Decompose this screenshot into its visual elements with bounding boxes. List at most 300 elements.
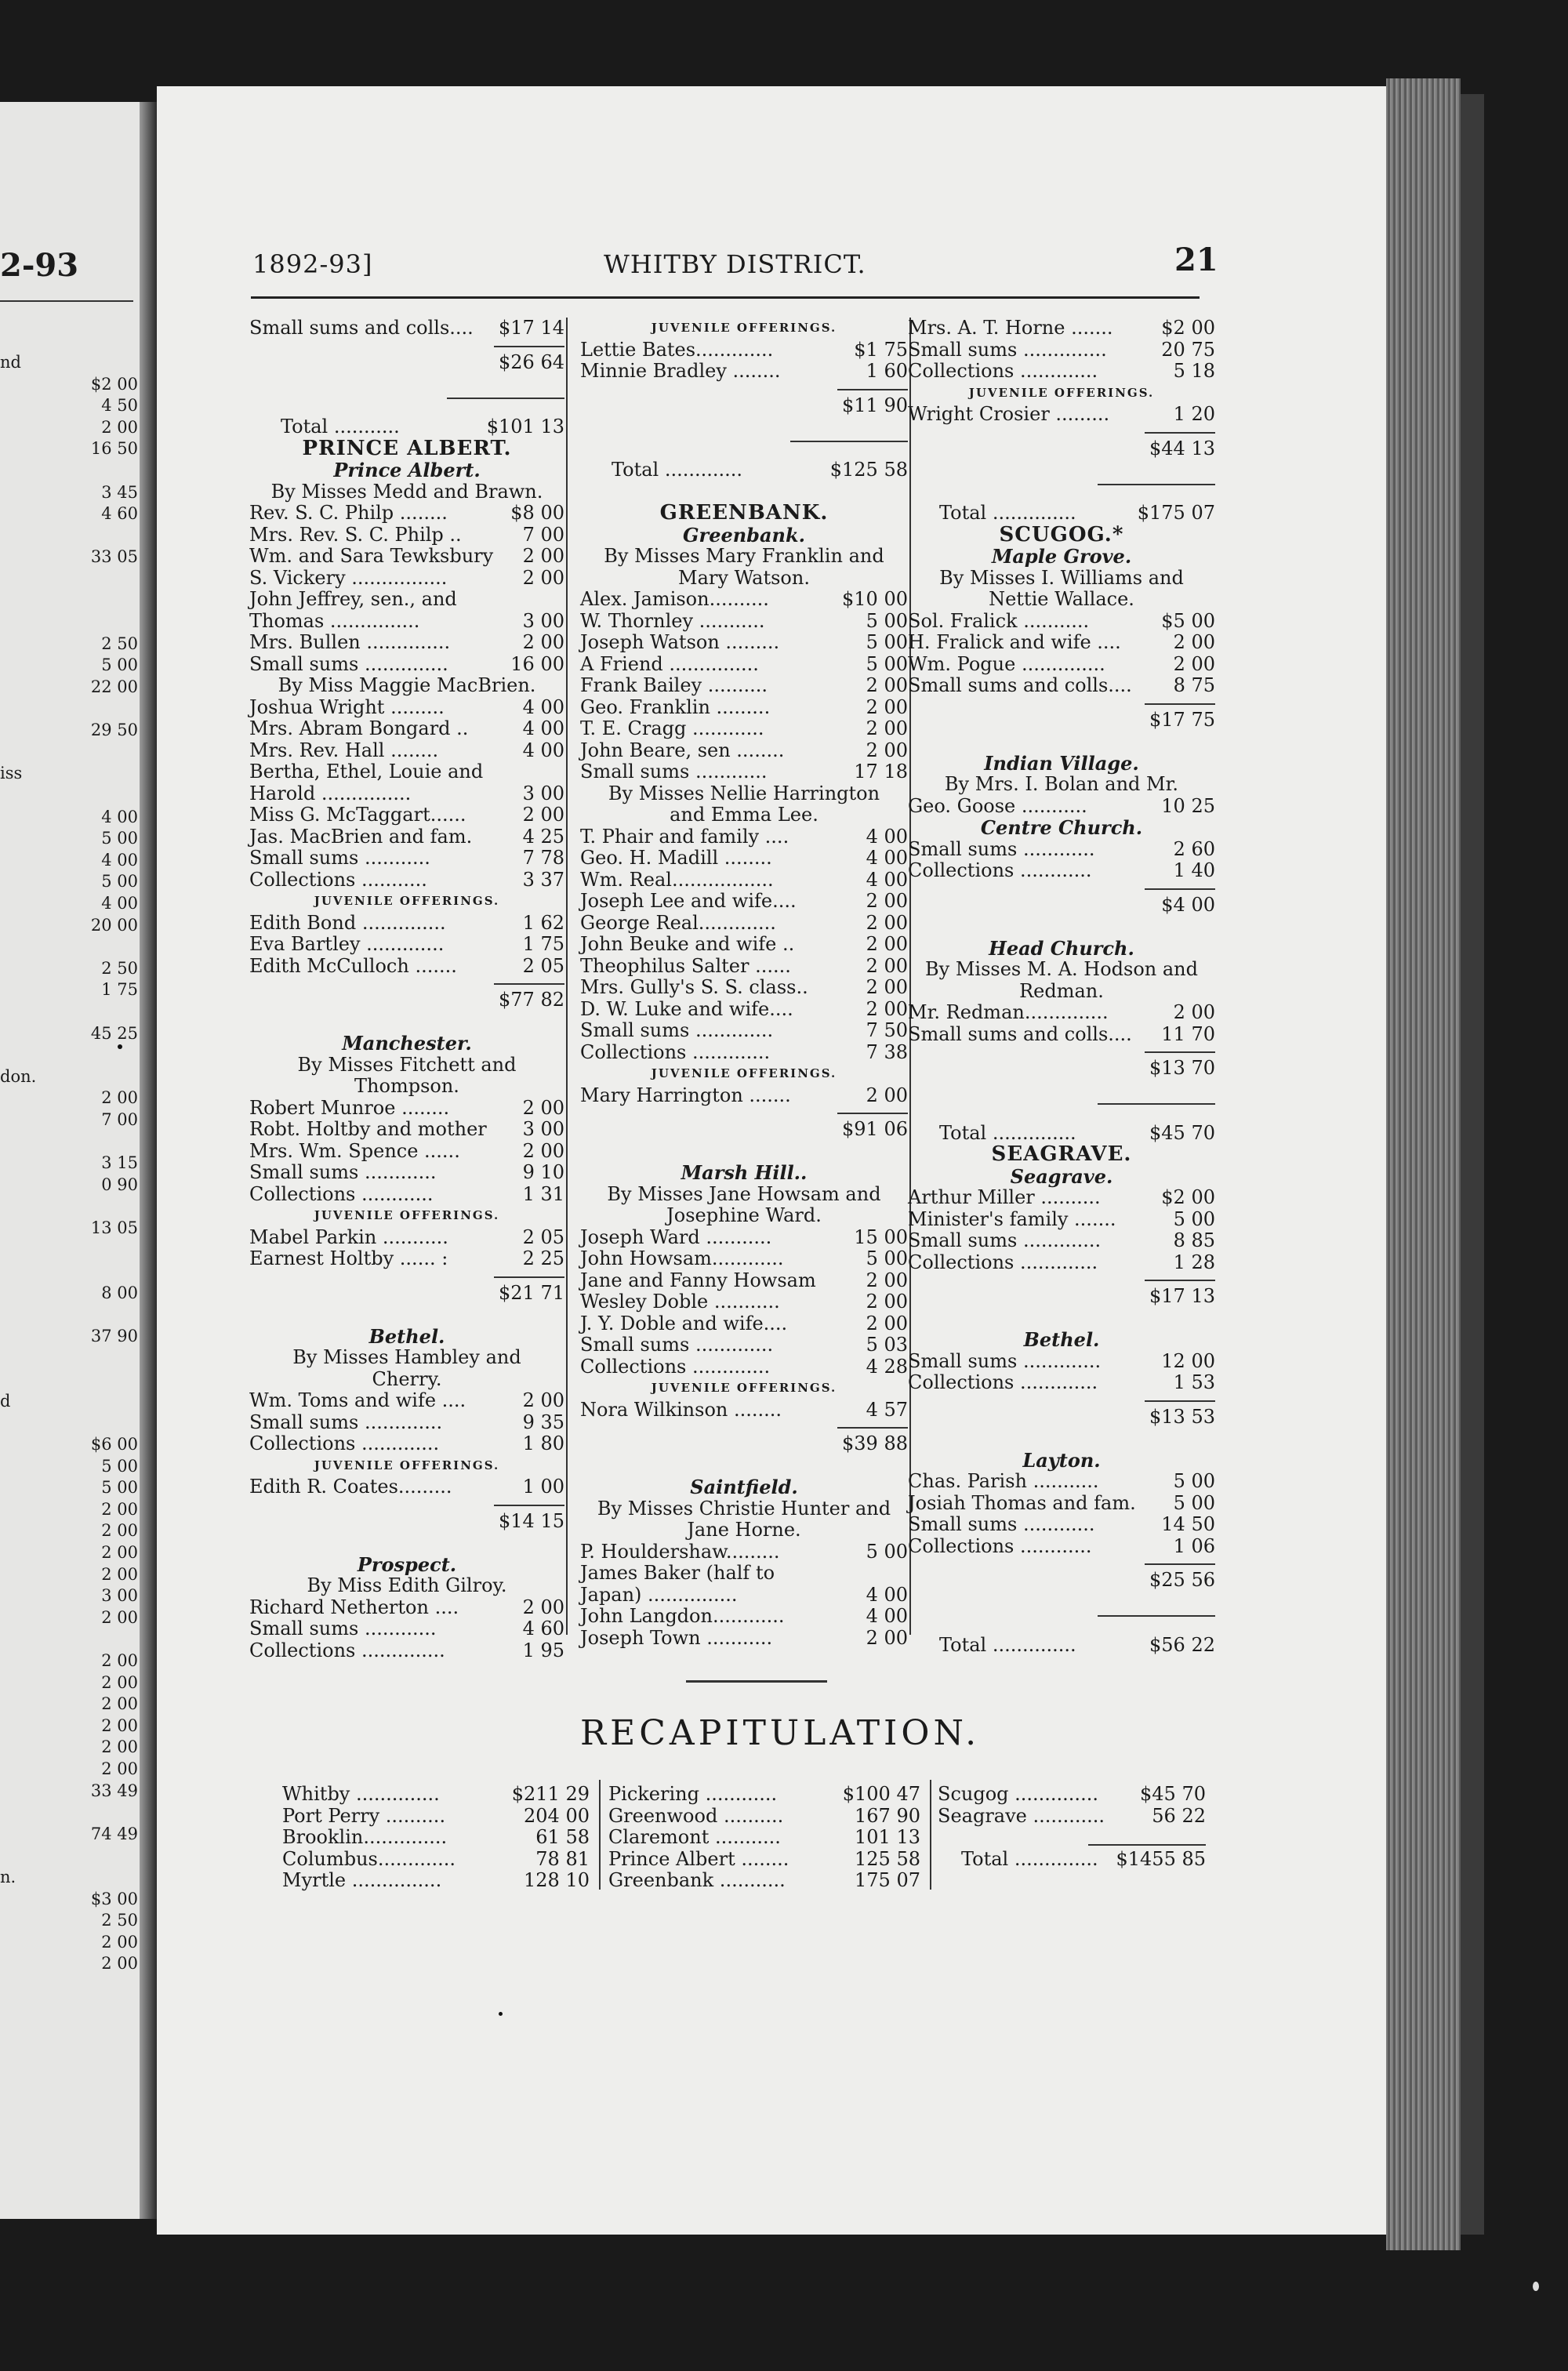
left-page-fragment-amount: 4 60 [101,504,138,524]
total-rule [1098,1103,1215,1105]
ledger-row [580,1085,908,1107]
left-page-fragment-amount: 2 00 [101,1737,138,1757]
ledger-row [249,1597,564,1619]
ledger-row [580,395,908,417]
entry-amount: 2 00 [866,997,908,1020]
entry-amount: 5 00 [1173,1491,1215,1514]
ledger-row [580,654,908,676]
ledger-row [249,1640,564,1662]
total-row [908,1123,1215,1145]
total-rule [1098,484,1215,485]
recap-label: Scugog .............. [938,1783,1098,1805]
total-rule-wrap [580,438,908,460]
entry-label: Small sums ............ [249,1618,437,1639]
left-page-fragment-amount: 2 00 [101,1499,138,1519]
ledger-row [249,783,564,805]
entry-label: Mrs. Rev. Hall ........ [249,739,439,761]
left-page-fragment-amount: 22 00 [90,677,138,696]
ledger-column-2 [580,318,908,1649]
entry-amount: $13 70 [1149,1057,1215,1079]
book-cover-edge [1461,94,1484,2235]
entry-amount: $10 00 [842,588,908,610]
ledger-row [249,632,564,654]
entry-amount: $56 22 [1149,1633,1215,1656]
collectors-line: By Miss Edith Gilroy. [307,1574,507,1596]
ledger-row [908,318,1215,339]
entry-label: P. Houldershaw......... [580,1540,780,1563]
entry-amount: $14 15 [499,1509,564,1532]
entry-label: Thomas ............... [249,609,420,632]
entry-label: Total ............. [612,459,743,481]
left-page-fragment-amount: 45 25 [90,1023,138,1043]
entry-amount: 7 38 [866,1040,908,1063]
entry-amount: 2 00 [866,954,908,977]
entry-amount: 4 00 [522,739,564,761]
recap-row [608,1784,920,1806]
ledger-row [908,675,1215,697]
entry-label: Frank Bailey .......... [580,674,768,696]
entry-amount: 2 05 [522,1225,564,1248]
entry-amount: 2 00 [866,674,908,696]
recap-label: Greenwood .......... [608,1804,784,1827]
entry-label: Collections ........... [249,868,427,891]
subtotal-rule [580,1421,908,1433]
left-page-fragment-amount: 7 00 [101,1110,138,1129]
left-page-fragment-amount: 33 49 [90,1781,138,1800]
ledger-row [580,675,908,697]
entry-amount: 10 25 [1161,794,1215,817]
entry-amount: 3 37 [522,868,564,891]
recap-label: Pickering ............ [608,1783,778,1805]
left-page-fragment-amount: 4 00 [101,807,138,826]
entry-amount: 1 60 [866,360,908,382]
ledger-row [249,1227,564,1249]
subtotal-rule [908,882,1215,895]
left-page-fragment-amount: 5 00 [101,1456,138,1476]
entry-label: Wm. Real................. [580,868,774,891]
left-page-fragment-amount: 5 00 [101,1478,138,1498]
circuit-heading: SCUGOG.* [999,522,1124,546]
subtotal-rule [908,697,1215,710]
entry-label: Wright Crosier ......... [908,403,1110,425]
entry-label: Mrs. Abram Bongard .. [249,717,469,739]
recap-amount: 128 10 [524,1869,590,1891]
entry-amount: 4 28 [866,1355,908,1378]
recap-label: Greenbank ........... [608,1869,786,1891]
ledger-row [580,1400,908,1422]
ledger-row [249,826,564,848]
ledger-row [580,1585,908,1607]
left-page-fragment-amount: 4 00 [101,894,138,913]
left-page-fragment-amount: 5 00 [101,655,138,675]
collectors-line: Nettie Wallace. [989,588,1134,610]
entry-label: Lettie Bates............. [580,338,774,361]
left-page-line [0,353,138,372]
subtotal-rule [249,1498,564,1511]
entry-label: Collections ............. [580,1040,771,1063]
ledger-row [580,977,908,999]
ledger-row [249,1141,564,1163]
running-head-year: 1892-93] [252,249,373,279]
ledger-row [580,632,908,654]
ledger-row [580,1270,908,1292]
entry-label: Alex. Jamison.......... [580,588,769,610]
left-page-fragment-amount: 37 90 [90,1327,138,1345]
entry-amount: 12 00 [1161,1349,1215,1372]
subtotal-rule [580,1106,908,1119]
ledger-row [249,718,564,740]
collectors-line: By Misses Nellie Harrington [608,782,880,804]
left-page-fragment-text: don. [0,1066,37,1086]
entry-label: Robert Munroe ........ [249,1096,450,1119]
entry-amount: 5 00 [866,609,908,632]
left-page-fragment-amount: 2 50 [101,1911,138,1930]
recap-row [938,1849,1206,1871]
entry-amount: $2 00 [1161,317,1215,339]
recap-row [938,1784,1206,1806]
entry-amount: $8 00 [510,502,564,524]
collectors-line: By Misses Mary Franklin and [604,545,884,567]
entry-label: Joseph Lee and wife.... [580,890,797,912]
subtotal-rule [908,1273,1215,1286]
entry-label: John Langdon............ [580,1605,785,1627]
juvenile-offerings-heading: JUVENILE OFFERINGS. [314,1208,500,1222]
entry-amount: $4 00 [1161,893,1215,916]
appointment-heading: Indian Village. [984,751,1139,775]
ledger-row [908,1024,1215,1046]
left-page-fragment-amount: 2 00 [101,1607,138,1627]
recap-total-rule [1088,1844,1206,1846]
entry-label: D. W. Luke and wife.... [580,997,793,1020]
entry-label: George Real............. [580,911,776,934]
entry-amount: 1 00 [522,1476,564,1498]
entry-amount: 2 00 [1173,652,1215,675]
total-rule [790,441,908,442]
ledger-row [580,1291,908,1313]
spacer [908,1592,1215,1614]
entry-amount: 7 00 [522,523,564,546]
recap-row [938,1806,1206,1828]
ledger-row [580,1356,908,1378]
entry-amount: 2 00 [1173,1001,1215,1023]
left-page-fragment-amount: 13 05 [90,1218,138,1237]
ink-speck [118,1044,122,1049]
appointment-heading: Prince Albert. [333,459,481,481]
collectors-line: Jane Horne. [687,1519,801,1541]
total-rule-wrap [249,395,564,417]
recap-amount: 56 22 [1152,1804,1206,1827]
left-page-fragment-amount: 5 00 [101,829,138,848]
column-divider [566,318,568,1635]
entry-amount: 2 00 [866,717,908,739]
ledger-row [580,611,908,633]
appointment-heading: Prospect. [357,1552,457,1576]
entry-label: Total .............. [939,1121,1076,1144]
entry-amount: 2 00 [866,911,908,934]
left-page-line [0,1392,138,1411]
spacer [580,1455,908,1477]
entry-amount: 2 00 [866,976,908,998]
entry-amount: 2 00 [866,695,908,718]
subtotal-rule [908,1045,1215,1058]
entry-amount: $91 06 [842,1118,908,1140]
ledger-row [580,1020,908,1042]
recap-label: Claremont ........... [608,1826,781,1848]
recap-label: Myrtle ............... [282,1869,442,1891]
left-page-fragment-amount: 3 00 [101,1586,138,1606]
spacer [249,373,564,395]
entry-amount: 4 25 [522,825,564,848]
entry-amount: 2 00 [522,1389,564,1411]
entry-amount: 1 53 [1173,1371,1215,1393]
entry-amount: 1 62 [522,911,564,934]
entry-amount: 2 00 [866,739,908,761]
entry-label: Eva Bartley ............. [249,933,445,955]
entry-label: Collections ............. [908,360,1098,382]
entry-amount: 2 00 [522,631,564,653]
circuit-heading: GREENBANK. [659,501,829,525]
entry-amount: 4 00 [522,717,564,739]
entry-label: Edith R. Coates......... [249,1476,452,1498]
spacer [908,731,1215,753]
ledger-row [908,1570,1215,1592]
ledger-row [580,740,908,762]
entry-amount: $44 13 [1149,437,1215,459]
entry-label: John Beare, sen ........ [580,739,785,761]
entry-label: Total ........... [281,416,400,438]
collectors-line: By Misses Medd and Brawn. [270,480,543,503]
entry-amount: 2 00 [522,545,564,567]
appointment-heading: Saintfield. [690,1476,798,1498]
spacer [908,459,1215,481]
ledger-row [908,1372,1215,1394]
entry-amount: $101 13 [486,416,564,438]
left-page-fragment-amount: 5 00 [101,872,138,891]
ledger-row [908,1058,1215,1080]
recap-title: RECAPITULATION. [580,1713,981,1753]
ledger-row [580,761,908,783]
left-page-fragment-amount: 20 00 [90,915,138,935]
recap-amount: 78 81 [535,1847,590,1870]
entry-label: Total .............. [939,502,1076,524]
ledger-row [249,761,564,783]
entry-amount: 4 60 [522,1618,564,1639]
ledger-row [908,860,1215,882]
entry-label: Mr. Redman.............. [908,1001,1109,1023]
ledger-row [249,525,564,546]
entry-label: Small sums ............ [908,1513,1095,1535]
entry-amount: 1 80 [522,1432,564,1454]
appointment-heading: Layton. [1022,1448,1101,1472]
subtotal-rule [249,1270,564,1283]
entry-amount: $77 82 [499,989,564,1011]
spacer [908,1428,1215,1450]
entry-label: Joseph Watson ......... [580,631,780,653]
entry-label: John Beuke and wife .. [580,933,795,955]
subtotal-rule [249,977,564,989]
left-page-fragment-amount: 2 50 [101,958,138,978]
ledger-row [580,1563,908,1585]
entry-amount: 1 06 [1173,1534,1215,1557]
appointment-heading: Seagrave. [1010,1164,1113,1188]
entry-label: Miss G. McTaggart...... [249,804,466,826]
total-row [580,459,908,481]
ledger-row [249,1412,564,1434]
recap-row [282,1784,590,1806]
left-page-fragment-amount: 2 00 [101,1651,138,1670]
entry-label: T. Phair and family .... [580,825,789,848]
ledger-row [249,318,564,339]
collectors-line: By Misses Jane Howsam and [607,1182,881,1205]
spacer [249,1011,564,1033]
ledger-row [908,1493,1215,1515]
recap-label: Brooklin.............. [282,1826,448,1848]
ledger-row [249,697,564,719]
collectors-line: Josephine Ward. [666,1204,822,1226]
recap-amount: 125 58 [855,1847,920,1870]
entry-label: Collections ............ [249,1182,434,1205]
entry-amount: 4 00 [522,695,564,718]
ledger-row [580,956,908,978]
recap-label: Port Perry .......... [282,1804,446,1827]
entry-amount: $1 75 [854,338,908,361]
ledger-row [908,839,1215,861]
spacer [908,916,1215,938]
entry-label: Small sums ............ [908,837,1095,860]
running-head-title: WHITBY DISTRICT. [604,249,866,279]
ledger-row [249,1476,564,1498]
entry-amount: 1 75 [522,933,564,955]
ledger-row [249,654,564,676]
recap-label: Columbus............. [282,1847,456,1870]
recap-amount: 175 07 [855,1869,920,1891]
left-page-fragment-amount: 29 50 [90,721,138,740]
entry-label: Bertha, Ethel, Louie and [249,761,484,782]
entry-amount: 15 00 [854,1225,908,1248]
ledger-row [580,718,908,740]
entry-label: Collections ............ [908,1534,1092,1557]
ledger-row [908,1002,1215,1024]
total-row [249,416,564,438]
entry-amount: 2 00 [866,933,908,955]
juvenile-offerings-heading: JUVENILE OFFERINGS. [314,894,500,908]
ledger-row [580,1042,908,1064]
entry-label: Small sums .............. [249,652,448,675]
appointment-heading: Manchester. [342,1032,472,1055]
entry-amount: 2 00 [866,1626,908,1649]
entry-amount: 2 25 [522,1247,564,1269]
entry-amount: $21 71 [499,1281,564,1304]
entry-amount: 2 05 [522,954,564,977]
entry-amount: $11 90 [842,394,908,416]
entry-label: Rev. S. C. Philp ........ [249,502,448,524]
entry-amount: 5 03 [866,1334,908,1356]
recap-label: Whitby .............. [282,1783,440,1805]
left-page-fragment-amount: $2 00 [90,374,138,394]
recap-row [282,1827,590,1849]
recap-column-1 [282,1784,590,1892]
entry-amount: 2 00 [866,1084,908,1106]
juvenile-offerings-heading: JUVENILE OFFERINGS. [651,1066,837,1080]
ledger-row [580,913,908,935]
ledger-row [249,611,564,633]
entry-amount: 2 00 [866,890,908,912]
left-page-fragment-amount: 2 00 [101,1543,138,1562]
collectors-line: By Misses Hambley and [292,1346,521,1368]
entry-amount: $17 75 [1149,708,1215,731]
ledger-row [908,1536,1215,1558]
collectors-line: By Mrs. I. Bolan and Mr. [944,773,1179,795]
ledger-row [249,589,564,611]
recap-column-3 [938,1784,1206,1870]
entry-label: Theophilus Salter ...... [580,954,791,977]
entry-amount: $175 07 [1137,502,1215,524]
juvenile-offerings-heading: JUVENILE OFFERINGS. [651,321,837,335]
entry-amount: 16 00 [510,652,564,675]
ledger-row [249,1098,564,1120]
ledger-row [908,1209,1215,1231]
entry-label: S. Vickery ................ [249,566,448,589]
entry-label: Wesley Doble ........... [580,1291,780,1313]
left-page-fragment-amount: 2 00 [101,1564,138,1584]
entry-amount: $17 14 [499,317,564,339]
entry-amount: $17 13 [1149,1285,1215,1307]
collectors-line: Mary Watson. [678,566,810,589]
total-rule-wrap [908,1613,1215,1635]
ledger-row [249,1162,564,1184]
entry-label: Small sums and colls.... [908,674,1132,696]
left-page-fragment-text: n. [0,1868,16,1886]
ledger-row [249,1248,564,1270]
recap-row [608,1827,920,1849]
entry-label: Minnie Bradley ........ [580,360,781,382]
entry-amount: 17 18 [854,761,908,782]
left-page-line [0,1868,138,1886]
ledger-row [249,1119,564,1141]
entry-amount: $13 53 [1149,1405,1215,1428]
entry-label: Total .............. [939,1633,1076,1656]
entry-label: Small sums .............. [908,338,1107,361]
entry-label: Small sums and colls.... [249,317,474,339]
entry-amount: 3 00 [522,609,564,632]
ledger-row [249,989,564,1011]
total-row [908,503,1215,525]
subtotal-rule [580,383,908,395]
ledger-row [580,999,908,1021]
recap-row [282,1849,590,1871]
juvenile-offerings-heading: JUVENILE OFFERINGS. [314,1458,500,1472]
entry-label: Geo. Goose ........... [908,794,1087,817]
ledger-row [908,339,1215,361]
entry-amount: 9 35 [522,1411,564,1433]
ledger-row [249,848,564,870]
entry-amount: $25 56 [1149,1569,1215,1591]
entry-label: Earnest Holtby ...... : [249,1247,448,1269]
left-page-fragment-amount: 3 45 [101,482,138,502]
entry-label: James Baker (half to [580,1562,775,1584]
ledger-row [908,1252,1215,1274]
entry-label: Harold ............... [249,782,412,804]
ledger-row [580,1606,908,1628]
recap-divider [599,1780,601,1890]
total-row [908,1635,1215,1657]
entry-label: J. Y. Doble and wife.... [580,1312,788,1334]
left-page-fragment-amount: 4 00 [101,850,138,870]
ledger-row [580,848,908,870]
ledger-column-3 [908,318,1215,1656]
entry-amount: $2 00 [1161,1186,1215,1208]
juvenile-offerings-heading: JUVENILE OFFERINGS. [651,1381,837,1395]
